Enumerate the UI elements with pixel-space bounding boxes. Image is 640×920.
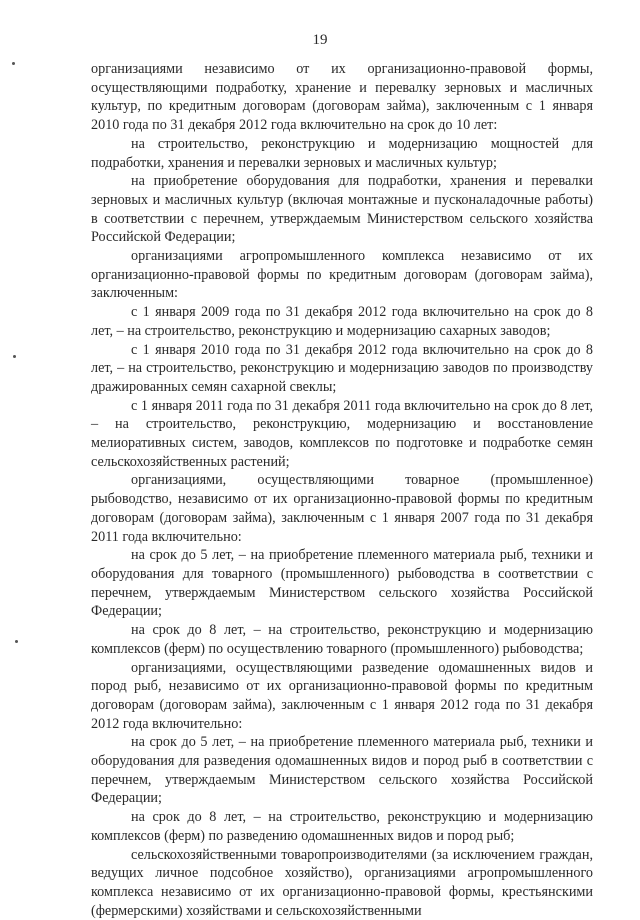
paragraph: организациями агропромышленного комплекса независимо от их организационно-правовой формы по кредитным договорам (договорам займа), заключенным:	[91, 248, 593, 302]
paragraph: на срок до 5 лет, – на приобретение племенного материала рыб, техники и оборудования для разведения одомашненных видов и пород рыб в соответствии с перечнем, утверждаемым Министерством сельского хозяйства Российской Федерации;	[91, 734, 593, 807]
paragraph: с 1 января 2010 года по 31 декабря 2012 года включительно на срок до 8 лет, – на строительство, реконструкцию и модернизацию заводов по производству дражированных семян сахарной свеклы;	[91, 341, 593, 395]
paragraph: с 1 января 2009 года по 31 декабря 2012 года включительно на срок до 8 лет, – на строительство, реконструкцию и модернизацию сахарных заводов;	[91, 304, 593, 339]
paragraph: на срок до 5 лет, – на приобретение племенного материала рыб, техники и оборудования для товарного (промышленного) рыбоводства в соответствии с перечнем, утверждаемым Министерством сельского хозяйства Российской Федерации;	[91, 547, 593, 620]
paragraph: организациями, осуществляющими разведение одомашненных видов и пород рыб, независимо от их организационно-правовой формы по кредитным договорам (договорам займа), заключенным с 1 января 2012 года по 31 декабря 2012 года включительно:	[91, 659, 593, 732]
scan-speck	[15, 640, 18, 643]
document-body	[91, 60, 593, 920]
paragraph: с 1 января 2011 года по 31 декабря 2011 года включительно на срок до 8 лет, – на строительство, реконструкцию, модернизацию и восстановление мелиоративных систем, заводов, комплексов по подготовке и подработке семян сельскохозяйственных растений;	[91, 397, 593, 470]
scan-speck	[12, 62, 15, 65]
paragraph: на строительство, реконструкцию и модернизацию мощностей для подработки, хранения и перевалки зерновых и масличных культур;	[91, 135, 593, 171]
paragraph: на срок до 8 лет, – на строительство, реконструкцию и модернизацию комплексов (ферм) по разведению одомашненных видов и пород рыб;	[91, 809, 593, 844]
paragraph: сельскохозяйственными товаропроизводителями (за исключением граждан, ведущих личное подсобное хозяйство), организациями агропромышленного комплекса независимо от их организационно-правовой формы, крестьянскими (фермерскими) хозяйствами и сельскохозяйственными	[91, 846, 593, 919]
page-number: 19	[312, 32, 328, 48]
paragraph: на срок до 8 лет, – на строительство, реконструкцию и модернизацию комплексов (ферм) по осуществлению товарного (промышленного) рыбоводства;	[91, 622, 593, 657]
paragraph: организациями, осуществляющими товарное (промышленное) рыбоводство, независимо от их организационно-правовой формы по кредитным договорам (договорам займа), заключенным с 1 января 2007 года по 31 декабря 2011 года включительно:	[91, 472, 593, 545]
paragraph: организациями независимо от их организационно-правовой формы, осуществляющими подработку, хранение и перевалку зерновых и масличных культур, по кредитным договорам (договорам займа), заключенным с 1 января 2010 года по 31 декабря 2012 года включительно на срок до 10 лет:	[91, 61, 593, 134]
paragraph: на приобретение оборудования для подработки, хранения и перевалки зерновых и масличных культур (включая монтажные и пусконаладочные работы) в соответствии с перечнем, утверждаемым Министерством сельского хозяйства Российской Федерации;	[91, 173, 593, 246]
scan-speck	[13, 355, 16, 358]
